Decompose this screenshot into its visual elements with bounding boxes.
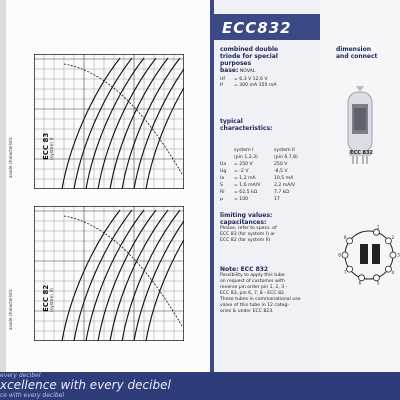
pin-label: 9 [343, 235, 347, 241]
limiting-line: Please, refer to specs. of [220, 226, 277, 231]
anode-chart-system-1 [34, 54, 184, 189]
pin-circle [347, 238, 353, 244]
pin-circle [342, 252, 348, 258]
chart1-axis-label: anode characteristic [8, 137, 13, 178]
note-line: reverse pin order pin 1, 2, 3 - [220, 285, 288, 290]
characteristic-curve [62, 58, 120, 189]
note-line: These tubes in commonational use [220, 297, 301, 302]
note-block [220, 266, 316, 315]
pin-diagram-icon [338, 224, 400, 286]
table-row: Ri = 62,5 kΩ 7,7 kΩ [220, 190, 289, 195]
characteristic-curve [74, 58, 132, 189]
uf-value: = 6,3 V 12,6 V [234, 77, 268, 82]
base-value: NOVAL [239, 69, 256, 74]
note-line: ECC 83, pin 6, 7, 8 - ECC 82. [220, 291, 286, 296]
footer-line-1: every decibel [0, 372, 41, 379]
footer-line-3: ce with every decibel [0, 392, 65, 399]
characteristic-curve [74, 210, 132, 341]
pin-circle [385, 266, 391, 272]
uf-label: Uf [220, 77, 225, 82]
note-line: valve of this tube in 12 categ- [220, 303, 289, 308]
table-row: μ = 100 17 [220, 197, 280, 202]
purpose-heading-3: purposes [220, 60, 252, 67]
col-sub-1: (pin 1,2,3) [234, 155, 258, 160]
chart2-tube-label: ECC 82 [42, 284, 50, 312]
tube-print: ECC 832 [350, 150, 373, 156]
page-title: ECC832 [222, 19, 292, 37]
title-banner [214, 14, 320, 40]
characteristics-table [220, 148, 316, 204]
table-row: Ua = 250 V 250 V [220, 162, 288, 167]
pin-label: 5 [376, 280, 380, 286]
pin-label: 4 [391, 269, 395, 275]
pin-circle [373, 229, 379, 235]
if-value: = 300 mA 150 mA [234, 83, 277, 88]
limiting-line: ECC 82 (for system II) [220, 238, 271, 243]
limiting-line: ECC 83 (for system I) or [220, 232, 276, 237]
pin-label: 2 [391, 235, 395, 241]
col-sub-2: (pin 6,7,8) [274, 155, 298, 160]
typical-heading-2: characteristics: [220, 125, 273, 132]
chart-frame [34, 206, 183, 340]
pin-circle [390, 252, 396, 258]
typical-heading [220, 118, 316, 132]
pin-label: 6 [358, 280, 362, 286]
chart2-svg [34, 206, 184, 341]
purpose-block [220, 46, 316, 89]
col-head-1: system I [234, 148, 254, 153]
dimension-heading [336, 46, 400, 60]
note-line: Possibility to apply this tube [220, 273, 285, 278]
characteristic-curve [86, 58, 144, 189]
chart2-axis-label: anode characteristic [8, 289, 13, 330]
limiting-block [220, 212, 316, 244]
dimension-heading-1: dimension [336, 46, 371, 53]
pin-label: 7 [343, 269, 347, 275]
characteristic-curve [86, 210, 144, 341]
pin-label: 8 [338, 252, 341, 258]
pin-circle [385, 238, 391, 244]
limiting-heading: limiting values: [220, 212, 273, 219]
table-row: S = 1,6 mA/V 2,2 mA/V [220, 183, 296, 188]
pin-group [338, 224, 400, 285]
characteristic-curve [62, 210, 120, 341]
chart1-svg [34, 54, 184, 189]
table-row: Ug = -2 V -8,5 V [220, 169, 288, 174]
anode-chart-system-2 [34, 206, 184, 341]
pin-label: 3 [397, 252, 400, 258]
chart1-system-label: (system I) [50, 137, 55, 160]
pin-label: 1 [376, 224, 380, 230]
note-line: ories & under ECC 823. [220, 309, 274, 314]
purpose-heading-1: combined double [220, 46, 279, 53]
chart2-system-label: (system II) [50, 288, 55, 312]
if-label: If [220, 83, 223, 88]
purpose-heading-2: triode for special [220, 53, 278, 60]
note-heading: Note: ECC 832 [220, 266, 269, 273]
table-row: Ia = 1,2 mA 10,5 mA [220, 176, 294, 181]
capacitances-heading: capacitances: [220, 219, 267, 226]
chart1-tube-label: ECC 83 [42, 132, 50, 160]
chart-frame [34, 54, 183, 188]
note-line: on request of customer with [220, 279, 285, 284]
base-label: base: [220, 67, 239, 74]
dimension-heading-2: and connect [336, 53, 378, 60]
footer-slogan: xcellence with every decibel [0, 378, 171, 392]
left-edge [0, 0, 6, 372]
typical-heading-1: typical [220, 118, 243, 125]
col-head-2: system II [274, 148, 295, 153]
pin-circle [347, 266, 353, 272]
